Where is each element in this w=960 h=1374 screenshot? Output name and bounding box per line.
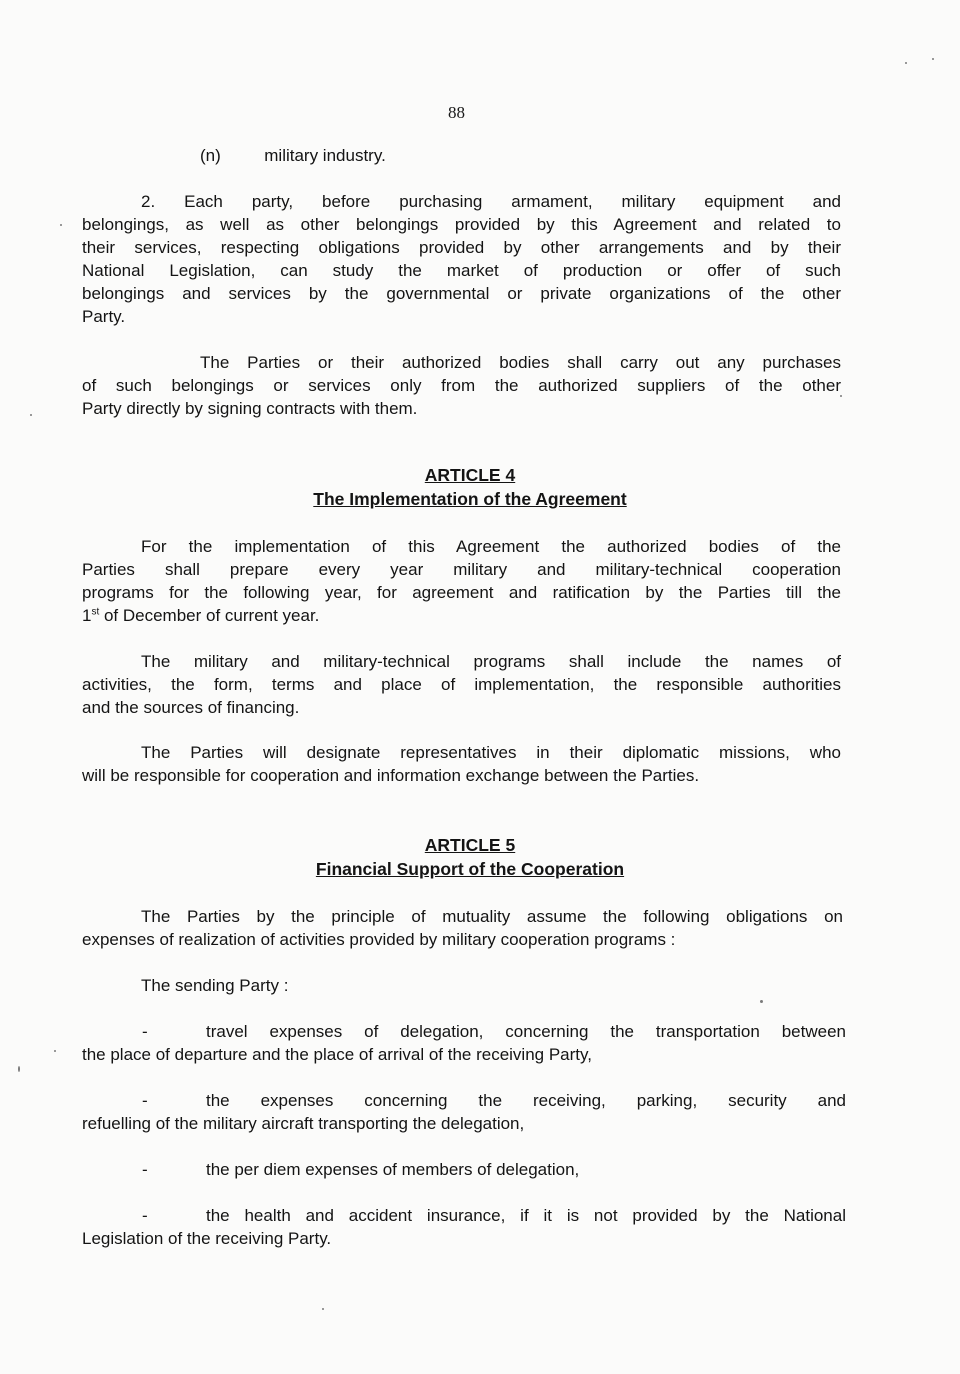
sending-party-label: The sending Party : — [141, 976, 289, 995]
text-line: their services, respecting obligations provided by other arrangements and by their — [82, 238, 841, 257]
text-line: refuelling of the military aircraft transporting the delegation, — [82, 1114, 525, 1133]
text-line: belongings, as well as other belongings provided by this Agreement and related to — [82, 215, 841, 234]
text-line: For the implementation of this Agreement the authorized bodies of the — [141, 537, 841, 556]
text-line: National Legislation, can study the market of production or offer of such — [82, 261, 841, 280]
text-line: The Parties will designate representatives in their diplomatic missions, who — [141, 743, 841, 762]
text-line: of such belongings or services only from the authorized suppliers of the other — [82, 376, 841, 395]
item-text: military industry. — [264, 146, 386, 165]
article-5-heading: ARTICLE 5 — [424, 835, 516, 855]
text-line: the expenses concerning the receiving, parking, security and — [206, 1091, 846, 1110]
text-line: the health and accident insurance, if it is not provided by the National — [206, 1206, 846, 1225]
text-line: travel expenses of delegation, concerning the transportation between — [206, 1022, 846, 1041]
text-line: will be responsible for cooperation and information exchange between the Parties. — [82, 766, 700, 785]
text-line: belongings and services by the governmental or private organizations of the other — [82, 284, 841, 303]
text-line: The Parties or their authorized bodies shall carry out any purchases — [200, 353, 841, 372]
text-line: the place of departure and the place of arrival of the receiving Party, — [82, 1045, 592, 1064]
article-4-subheading: The Implementation of the Agreement — [313, 489, 627, 509]
text-line: activities, the form, terms and place of implementation, the responsible authorities — [82, 675, 841, 694]
item-dash: - — [142, 1022, 148, 1041]
date-number: 1 — [82, 606, 92, 625]
article-4-heading: ARTICLE 4 — [424, 465, 516, 485]
item-dash: - — [142, 1160, 148, 1179]
text-line: expenses of realization of activities provided by military cooperation programs : — [82, 930, 676, 949]
text-line: Parties shall prepare every year military and military-technical cooperation — [82, 560, 841, 579]
text-line: The military and military-technical programs shall include the names of — [141, 652, 841, 671]
page-number: 88 — [448, 103, 465, 122]
item-marker: (n) — [200, 146, 221, 165]
text-line — [82, 604, 582, 628]
item-dash: - — [142, 1206, 148, 1225]
text-line: the per diem expenses of members of delegation, — [206, 1160, 580, 1179]
article-5-subheading: Financial Support of the Cooperation — [315, 859, 625, 879]
item-dash: - — [142, 1091, 148, 1110]
text-line: Party. — [82, 307, 126, 326]
date-rest: of December of current year. — [99, 606, 320, 625]
text-line: Party directly by signing contracts with them. — [82, 399, 418, 418]
ordinal-suffix: st — [91, 606, 100, 618]
text-line: 2. Each party, before purchasing armament, military equipment and — [141, 192, 841, 211]
text-line: The Parties by the principle of mutuality assume the following obligations on — [141, 907, 843, 926]
list-item-n — [200, 144, 386, 168]
text-line: and the sources of financing. — [82, 698, 300, 717]
text-line: programs for the following year, for agreement and ratification by the Parties till the — [82, 583, 841, 602]
text-line: Legislation of the receiving Party. — [82, 1229, 332, 1248]
